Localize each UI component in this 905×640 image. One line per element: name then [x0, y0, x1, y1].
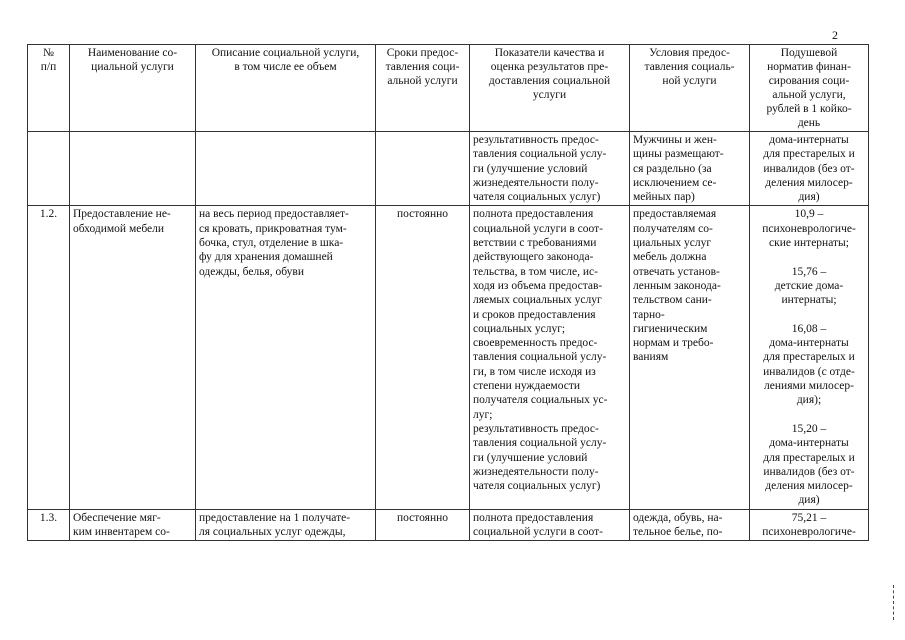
text-line: [753, 408, 865, 422]
text-line: тавления социальной услу-: [473, 437, 607, 450]
text-line: бочка, стул, отделение в шка-: [199, 237, 344, 250]
text-line: циальной услуги: [91, 61, 174, 73]
text-line: ги (улучшение условий: [473, 451, 588, 464]
quality-cell: [470, 132, 630, 206]
text-line: ские интернаты;: [769, 237, 849, 250]
text-line: интернаты;: [781, 294, 837, 307]
text-line: ся раздельно (за: [633, 162, 712, 175]
text-line: п/п: [40, 61, 57, 73]
text-line: дия);: [796, 394, 822, 407]
text-line: предоставление на 1 получате-: [199, 511, 351, 524]
service-name-cell: [70, 509, 196, 541]
table-cell: [376, 132, 470, 206]
row-number: 1.3.: [28, 509, 70, 541]
text-line: детские дома-: [774, 279, 844, 292]
text-line: деления милосер-: [765, 480, 853, 493]
page-number: 2: [832, 28, 838, 42]
text-line: ленным законода-: [633, 279, 721, 292]
text-line: [753, 308, 865, 322]
text-line: ветствии с требованиями: [473, 237, 597, 250]
text-line: 10,9 –: [794, 208, 824, 221]
text-line: инвалидов (без от-: [763, 162, 855, 175]
text-line: ким инвентарем со-: [73, 526, 170, 539]
norm-cell: [750, 206, 869, 509]
text-line: обходимой мебели: [73, 222, 165, 235]
text-line: инвалидов (с отде-: [763, 365, 855, 378]
text-line: Обеспечение мяг-: [73, 511, 161, 524]
text-line: тельством сани-: [633, 294, 712, 307]
text-line: для престарелых и: [763, 351, 855, 364]
norm-cell: [750, 509, 869, 541]
conditions-cell: [630, 206, 750, 509]
text-line: Описание социальной услуги,: [211, 47, 360, 59]
text-line: лениями милосер-: [764, 380, 854, 393]
text-line: и сроков предоставления: [473, 308, 596, 321]
text-line: ля социальных услуг одежды,: [199, 526, 346, 539]
text-line: ваниям: [633, 351, 669, 364]
text-line: Условия предос-: [649, 47, 730, 59]
conditions-cell: [630, 132, 750, 206]
text-line: Наименование со-: [87, 47, 178, 59]
text-line: день: [797, 117, 821, 129]
text-line: ходя из объема предостав-: [473, 279, 603, 292]
scan-edge-marks: [893, 585, 896, 620]
text-line: предоставляемая: [633, 208, 717, 221]
text-line: доставления социальной: [488, 75, 611, 87]
text-line: нормам и требо-: [633, 337, 714, 350]
text-line: чателя социальных услуг): [473, 191, 601, 204]
table-cell: [196, 132, 376, 206]
text-line: жизнедеятельности полу-: [473, 176, 599, 189]
text-line: полнота предоставления: [473, 208, 594, 221]
text-line: одежды, белья, обуви: [199, 265, 304, 278]
text-line: №: [43, 47, 54, 59]
text-line: альной услуги: [387, 75, 458, 87]
text-line: в том числе ее объем: [234, 61, 337, 73]
row-number: 1.2.: [28, 206, 70, 509]
text-line: Предоставление не-: [73, 208, 171, 221]
text-line: результативность предос-: [473, 134, 599, 146]
text-line: тавления социаль-: [644, 61, 735, 73]
text-line: оценка результатов пре-: [490, 61, 609, 73]
text-line: щины размещают-: [633, 148, 724, 161]
text-line: фу для хранения домашней: [199, 251, 333, 264]
table-row: [28, 206, 869, 509]
text-line: дома-интернаты: [769, 134, 849, 146]
text-line: гигиеническим: [633, 322, 708, 335]
text-line: дия): [798, 191, 820, 204]
text-line: ся кровать, прикроватная тум-: [199, 222, 347, 235]
text-line: деления милосер-: [765, 176, 853, 189]
text-line: дия): [798, 494, 820, 507]
social-services-table: [27, 44, 869, 541]
text-line: одежда, обувь, на-: [633, 511, 723, 524]
text-line: социальной услуги в соот-: [473, 222, 603, 235]
text-line: Мужчины и жен-: [633, 134, 717, 146]
text-line: тельное белье, по-: [633, 526, 723, 539]
text-line: полнота предоставления: [473, 511, 594, 524]
description-cell: [196, 509, 376, 541]
term-cell: постоянно: [376, 509, 470, 541]
text-line: психоневрологиче-: [762, 526, 856, 539]
text-line: на весь период предоставляет-: [199, 208, 349, 221]
text-line: результативность предос-: [473, 422, 599, 435]
header-cell: [376, 45, 470, 132]
text-line: [753, 250, 865, 264]
text-line: 15,76 –: [791, 265, 827, 278]
text-line: социальной услуги в соот-: [473, 526, 603, 539]
text-line: дома-интернаты: [769, 337, 849, 350]
description-cell: [196, 206, 376, 509]
text-line: инвалидов (без от-: [763, 465, 855, 478]
text-line: дома-интернаты: [769, 437, 849, 450]
text-line: мейных пар): [633, 191, 695, 204]
text-line: отвечать установ-: [633, 265, 720, 278]
text-line: рублей в 1 койко-: [766, 103, 852, 115]
text-line: 15,20 –: [791, 422, 827, 435]
text-line: тавления соци-: [385, 61, 460, 73]
quality-cell: [470, 509, 630, 541]
text-line: ги (улучшение условий: [473, 162, 588, 175]
text-line: ляемых социальных услуг: [473, 294, 602, 307]
text-line: получателям со-: [633, 222, 713, 235]
text-line: действующего законода-: [473, 251, 594, 264]
text-line: тарно-: [633, 308, 665, 321]
quality-cell: [470, 206, 630, 509]
text-line: Подушевой: [780, 47, 838, 59]
text-line: получателя социальных ус-: [473, 394, 608, 407]
norm-cell: [750, 132, 869, 206]
text-line: чателя социальных услуг): [473, 480, 601, 493]
text-line: циальных услуг: [633, 237, 712, 250]
header-cell: [470, 45, 630, 132]
table-cell: [28, 132, 70, 206]
text-line: альной услуги,: [772, 89, 846, 101]
text-line: для престарелых и: [763, 148, 855, 161]
header-cell: [28, 45, 70, 132]
text-line: сирования соци-: [768, 75, 850, 87]
header-cell: [196, 45, 376, 132]
text-line: психоневрологиче-: [762, 222, 856, 235]
text-line: степени нуждаемости: [473, 380, 581, 393]
text-line: тавления социальной услу-: [473, 351, 607, 364]
text-line: ги, в том числе исходя из: [473, 365, 596, 378]
conditions-cell: [630, 509, 750, 541]
text-line: ной услуги: [662, 75, 717, 87]
text-line: 75,21 –: [791, 511, 827, 524]
text-line: норматив финан-: [767, 61, 851, 73]
text-line: Сроки предос-: [386, 47, 459, 59]
table-row: [28, 132, 869, 206]
header-row: [28, 45, 869, 132]
text-line: 16,08 –: [791, 322, 827, 335]
table-row: [28, 509, 869, 541]
header-cell: [630, 45, 750, 132]
text-line: мебель должна: [633, 251, 707, 264]
text-line: тельства, в том числе, ис-: [473, 265, 598, 278]
text-line: Показатели качества и: [494, 47, 605, 59]
text-line: жизнедеятельности полу-: [473, 465, 599, 478]
text-line: своевременность предос-: [473, 337, 598, 350]
text-line: луг;: [473, 408, 493, 421]
text-line: для престарелых и: [763, 451, 855, 464]
table-cell: [70, 132, 196, 206]
text-line: исключением се-: [633, 176, 717, 189]
header-cell: [70, 45, 196, 132]
text-line: социальных услуг;: [473, 322, 566, 335]
service-name-cell: [70, 206, 196, 509]
term-cell: постоянно: [376, 206, 470, 509]
text-line: услуги: [532, 89, 567, 101]
text-line: тавления социальной услу-: [473, 148, 607, 161]
header-cell: [750, 45, 869, 132]
